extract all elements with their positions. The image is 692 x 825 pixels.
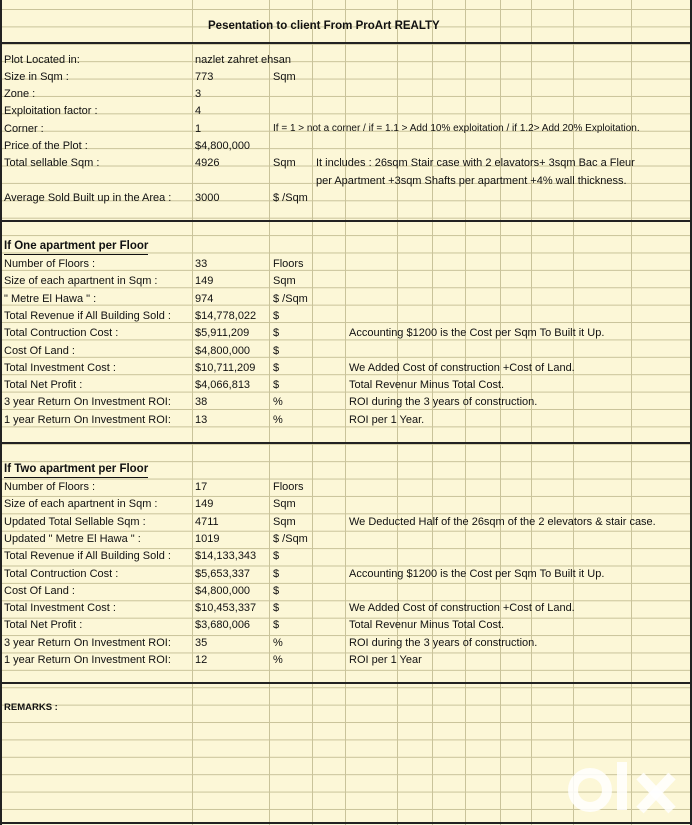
row-value: 12 [195,654,208,666]
row-note: Total Revenur Minus Total Cost. [349,619,505,632]
sellable-unit: Sqm [273,157,296,169]
row-unit: % [273,636,283,649]
plot-price-label: Price of the Plot : [4,140,88,152]
section-divider [0,682,692,684]
row-value: 38 [195,396,208,409]
row-label: Size of each apartnent in Sqm : [4,275,158,288]
row-note: We Added Cost of construction +Cost of Land. [349,361,575,374]
row-note: ROI per 1 Year. [349,413,425,426]
row-value: $4,800,000 [195,584,251,597]
page-title: Pesentation to client From ProArt REALTY [208,20,440,32]
row-value: 149 [195,498,214,511]
row-unit: $ [273,327,280,340]
plot-size-label: Size in Sqm : [4,71,69,83]
avg-price-unit: $ /Sqm [273,192,308,204]
row-unit: Floors [273,258,304,270]
two-apartment-header: If Two apartment per Floor [4,462,148,478]
sellable-note-line-1: It includes : 26sqm Stair case with 2 elavators+ 3sqm Bac a Fleur [316,157,635,169]
row-label: Total Investment Cost : [4,361,116,374]
exploitation-value: 4 [195,105,202,117]
row-unit: $ [273,567,280,580]
row-unit: $ [273,550,280,563]
row-note: We Deducted Half of the 26sqm of the 2 elevators & stair case. [349,515,656,528]
row-value: $4,066,813 [195,379,251,392]
row-label: Total Contruction Cost : [4,327,119,340]
row-note: Accounting $1200 is the Cost per Sqm To Built it Up. [349,327,605,340]
row-value: 33 [195,258,208,270]
row-value: $5,911,209 [195,327,250,340]
row-value: 974 [195,292,214,305]
row-label: 1 year Return On Investment ROI: [4,654,171,666]
plot-size-unit: Sqm [273,71,296,83]
row-unit: % [273,654,283,666]
row-label: Cost Of Land : [4,584,75,597]
row-unit: $ [273,584,280,597]
row-unit: Sqm [273,498,296,511]
corner-label: Corner : [4,123,44,135]
plot-size-value: 773 [195,71,214,83]
corner-note: If = 1 > not a corner / if = 1.1 > Add 10% exploitation / if 1.2> Add 20% Exploitation. [273,123,640,134]
olx-watermark-logo [560,748,692,818]
sellable-label: Total sellable Sqm : [4,157,100,169]
row-value: $4,800,000 [195,344,251,357]
row-unit: $ [273,619,280,632]
row-value: 17 [195,481,208,493]
row-value: $14,133,343 [195,550,257,563]
section-divider [0,220,692,222]
row-note: Total Revenur Minus Total Cost. [349,379,505,392]
row-value: 4711 [195,515,219,528]
row-label: Total Revenue if All Building Sold : [4,309,171,322]
row-unit: $ [273,602,280,615]
plot-location-value: nazlet zahret ehsan [195,54,292,66]
row-unit: $ /Sqm [273,292,308,305]
row-unit: $ [273,344,280,357]
remarks-label: REMARKS : [4,702,58,713]
row-unit: % [273,396,283,409]
row-value: 35 [195,636,208,649]
row-note: ROI per 1 Year [349,654,422,666]
row-unit: $ [273,361,280,374]
row-label: Updated Total Sellable Sqm : [4,515,146,528]
row-note: ROI during the 3 years of construction. [349,396,538,409]
zone-value: 3 [195,88,202,100]
avg-price-value: 3000 [195,192,220,204]
row-unit: Floors [273,481,304,493]
row-unit: $ [273,309,280,322]
row-unit: $ [273,379,280,392]
row-value: $10,711,209 [195,361,256,374]
row-unit: Sqm [273,515,296,528]
row-label: " Metre El Hawa " : [4,292,97,305]
row-label: 3 year Return On Investment ROI: [4,636,171,649]
row-value: $10,453,337 [195,602,257,615]
row-value: $3,680,006 [195,619,251,632]
corner-value: 1 [195,123,202,135]
section-divider [0,822,692,824]
row-note: We Added Cost of construction +Cost of Land. [349,602,575,615]
row-value: $5,653,337 [195,567,251,580]
sellable-value: 4926 [195,157,220,169]
row-label: Total Investment Cost : [4,602,116,615]
row-label: Cost Of Land : [4,344,75,357]
row-unit: % [273,413,283,426]
row-label: Number of Floors : [4,481,96,493]
row-value: 1019 [195,532,220,545]
sheet-left-border [0,0,2,825]
plot-location-label: Plot Located in: [4,54,80,66]
plot-price-value: $4,800,000 [195,140,251,152]
row-note: ROI during the 3 years of construction. [349,636,538,649]
row-label: 3 year Return On Investment ROI: [4,396,171,409]
avg-price-label: Average Sold Built up in the Area : [4,192,172,204]
row-value: $14,778,022 [195,309,257,322]
exploitation-label: Exploitation factor : [4,105,98,117]
one-apartment-header: If One apartment per Floor [4,239,148,255]
row-label: Number of Floors : [4,258,96,270]
section-divider [0,442,692,444]
row-label: Total Revenue if All Building Sold : [4,550,171,563]
row-label: 1 year Return On Investment ROI: [4,413,171,426]
section-divider [0,42,692,44]
row-unit: Sqm [273,275,296,288]
row-label: Size of each apartnent in Sqm : [4,498,158,511]
row-label: Total Contruction Cost : [4,567,119,580]
row-note: Accounting $1200 is the Cost per Sqm To Built it Up. [349,567,605,580]
row-value: 13 [195,413,208,426]
row-unit: $ /Sqm [273,532,308,545]
sellable-note-line-2: per Apartment +3sqm Shafts per apartment +4% wall thickness. [316,175,627,187]
row-label: Updated " Metre El Hawa " : [4,532,141,545]
row-label: Total Net Profit : [4,619,83,632]
row-value: 149 [195,275,214,288]
row-label: Total Net Profit : [4,379,83,392]
zone-label: Zone : [4,88,36,100]
